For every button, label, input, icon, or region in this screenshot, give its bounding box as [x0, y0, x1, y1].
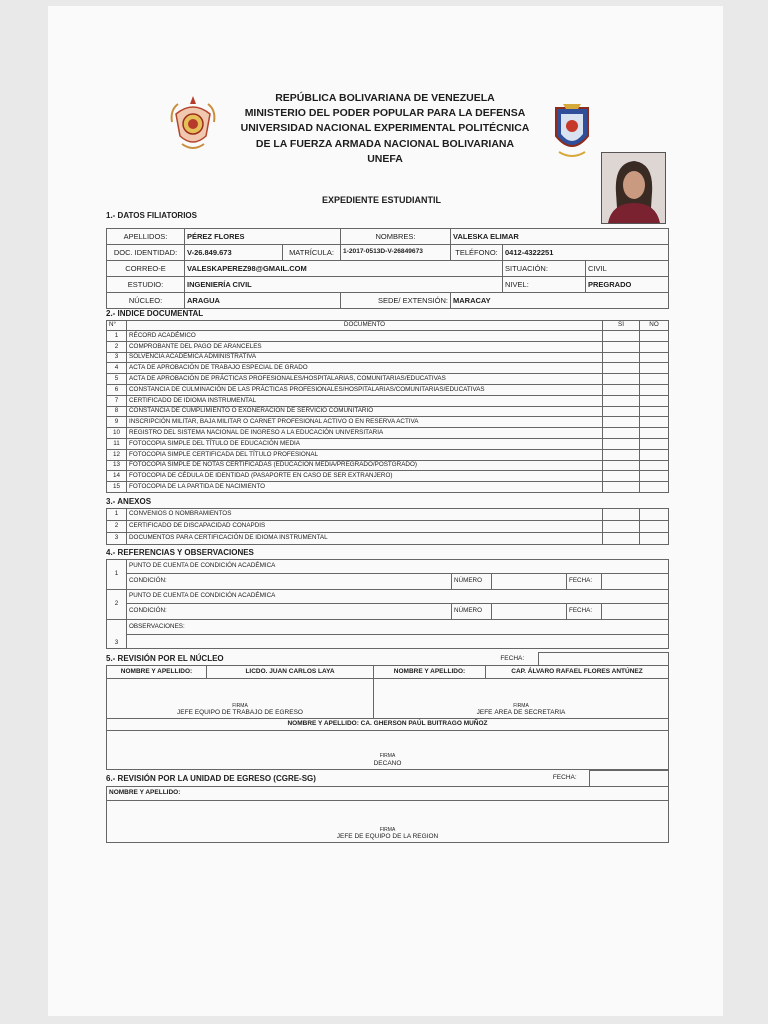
- anexo-row-si-cell[interactable]: [603, 533, 640, 545]
- doc-row-n: 9: [107, 417, 127, 428]
- ref-row-2-n: 2: [107, 590, 127, 620]
- numero-2-label: NÚMERO: [452, 604, 492, 620]
- doc-row-si-cell[interactable]: [603, 471, 640, 482]
- doc-row-n: 13: [107, 460, 127, 471]
- doc-row-label: FOTOCOPIA DE CÉDULA DE IDENTIDAD (PASAPORTE EN CASO DE SER EXTRANJERO): [127, 471, 603, 482]
- doc-row-no-cell[interactable]: [640, 428, 669, 439]
- col-documento-header: DOCUMENTO: [127, 321, 603, 331]
- doc-row-no-cell[interactable]: [640, 341, 669, 352]
- doc-row-n: 15: [107, 482, 127, 493]
- nombre-apellido-1-label: NOMBRE Y APELLIDO:: [107, 666, 207, 679]
- doc-row-n: 1: [107, 331, 127, 342]
- anexo-row-no-cell[interactable]: [640, 533, 669, 545]
- anexo-row-n: 3: [107, 533, 127, 545]
- institution-header: [230, 91, 540, 167]
- anexo-row-si-cell[interactable]: [603, 521, 640, 533]
- sede-label: SEDE/ EXTENSIÓN:: [341, 293, 451, 309]
- nucleo-label: NÚCLEO:: [107, 293, 185, 309]
- firma-1-label: FIRMA: [107, 679, 374, 709]
- matricula-label: MATRÍCULA:: [283, 245, 341, 261]
- doc-identidad-value: V-26.849.673: [185, 245, 283, 261]
- anexos-table: [106, 508, 669, 545]
- doc-row-no-cell[interactable]: [640, 417, 669, 428]
- nivel-value: PREGRADO: [586, 277, 669, 293]
- ref-row-3-n: 3: [107, 620, 127, 649]
- section-5-fecha-label: FECHA:: [500, 654, 525, 662]
- header-line-5: UNEFA: [367, 152, 403, 165]
- doc-row-si-cell[interactable]: [603, 438, 640, 449]
- situacion-label: SITUACIÓN:: [503, 261, 586, 277]
- doc-row-n: 10: [107, 428, 127, 439]
- header-line-1: REPÚBLICA BOLIVARIANA DE VENEZUELA: [275, 92, 495, 104]
- anexo-row-si-cell[interactable]: [603, 509, 640, 521]
- doc-row-label: CONSTANCIA DE CULMINACIÓN DE LAS PRÁCTICAS PROFESIONALES/HOSPITALARIAS/COMUNITARIAS/EDUCATIVAS: [127, 384, 603, 395]
- nivel-label: NIVEL:: [503, 277, 586, 293]
- firma-2-label: FIRMA: [374, 679, 669, 709]
- numero-1-field[interactable]: [492, 574, 567, 590]
- jefe-equipo-region: JEFE DE EQUIPO DE LA REGIÓN: [107, 833, 669, 843]
- doc-row-n: 7: [107, 395, 127, 406]
- doc-row-label: SOLVENCIA ACADÉMICA ADMINISTRATIVA: [127, 352, 603, 363]
- doc-row-n: 11: [107, 438, 127, 449]
- nucleo-value: ARAGUA: [185, 293, 341, 309]
- doc-row-n: 12: [107, 449, 127, 460]
- nombre-apellido-2-value: CAP. ÁLVARO RAFAEL FLORES ANTÚNEZ: [486, 666, 669, 679]
- condicion-2-label: CONDICIÓN:: [127, 604, 452, 620]
- doc-row-n: 14: [107, 471, 127, 482]
- section-4-heading: 4.- REFERENCIAS Y OBSERVACIONES: [106, 548, 254, 557]
- correo-label: CORREO-E: [107, 261, 185, 277]
- doc-row-no-cell[interactable]: [640, 438, 669, 449]
- document-title: EXPEDIENTE ESTUDIANTIL: [322, 195, 442, 205]
- university-shield-icon: [551, 100, 593, 160]
- observaciones-label: OBSERVACIONES:: [127, 620, 669, 635]
- fecha-1-label: FECHA:: [567, 574, 602, 590]
- nombre-apellido-1-value: LICDO. JUAN CARLOS LAYA: [207, 666, 374, 679]
- ref-row-1-n: 1: [107, 560, 127, 590]
- correo-value: VALESKAPEREZ98@GMAIL.COM: [185, 261, 503, 277]
- student-portrait-icon: [602, 153, 665, 223]
- estudio-value: INGENIERÍA CIVIL: [185, 277, 503, 293]
- doc-row-si-cell[interactable]: [603, 352, 640, 363]
- doc-row-n: 2: [107, 341, 127, 352]
- student-photo: [601, 152, 666, 224]
- doc-row-no-cell[interactable]: [640, 331, 669, 342]
- doc-row-si-cell[interactable]: [603, 341, 640, 352]
- doc-row-no-cell[interactable]: [640, 363, 669, 374]
- doc-row-label: RÉCORD ACADÉMICO: [127, 331, 603, 342]
- doc-row-n: 8: [107, 406, 127, 417]
- telefono-value: 0412-4322251: [503, 245, 669, 261]
- jefe-area-secretaria: JEFE ÁREA DE SECRETARÍA: [374, 709, 669, 719]
- section-6-fecha-field[interactable]: [589, 771, 668, 787]
- doc-row-n: 4: [107, 363, 127, 374]
- doc-row-si-cell[interactable]: [603, 417, 640, 428]
- referencias-table: [106, 559, 669, 649]
- nombres-label: NOMBRES:: [341, 229, 451, 245]
- section-2-heading: 2.- INDICE DOCUMENTAL: [106, 309, 204, 318]
- doc-row-no-cell[interactable]: [640, 406, 669, 417]
- anexo-row-label: CERTIFICADO DE DISCAPACIDAD CONAPDIS: [127, 521, 603, 533]
- fecha-2-field[interactable]: [602, 604, 669, 620]
- doc-row-label: COMPROBANTE DEL PAGO DE ARANCELES: [127, 341, 603, 352]
- doc-row-label: REGISTRO DEL SISTEMA NACIONAL DE INGRESO A LA EDUCACIÓN UNIVERSITARIA: [127, 428, 603, 439]
- doc-row-label: FOTOCOPIA SIMPLE DE NOTAS CERTIFICADAS (EDUCACIÓN MEDIA/PREGRADO/POSTGRADO): [127, 460, 603, 471]
- doc-row-label: FOTOCOPIA SIMPLE DEL TÍTULO DE EDUCACIÓN MEDIA: [127, 438, 603, 449]
- doc-row-n: 6: [107, 384, 127, 395]
- section-6-heading: 6.- REVISIÓN POR LA UNIDAD DE EGRESO (CGRE-SG): [106, 774, 316, 783]
- indice-documental-table: [106, 320, 669, 493]
- col-n-header: N°: [107, 321, 127, 331]
- doc-row-label: ACTA DE APROBACIÓN DE TRABAJO ESPECIAL DE GRADO: [127, 363, 603, 374]
- doc-row-n: 3: [107, 352, 127, 363]
- doc-row-no-cell[interactable]: [640, 352, 669, 363]
- numero-2-field[interactable]: [492, 604, 567, 620]
- section-6-fecha-label: FECHA:: [552, 774, 577, 782]
- anexo-row-n: 1: [107, 509, 127, 521]
- punto-cuenta-2: PUNTO DE CUENTA DE CONDICIÓN ACADÉMICA: [127, 590, 669, 604]
- doc-row-label: INSCRIPCIÓN MILITAR, BAJA MILITAR O CARNET PROFESIONAL ACTIVO O EN RESERVA ACTIVA: [127, 417, 603, 428]
- doc-row-label: FOTOCOPIA SIMPLE CERTIFICADA DEL TÍTULO PROFESIONAL: [127, 449, 603, 460]
- doc-row-label: ACTA DE APROBACIÓN DE PRÁCTICAS PROFESIONALES/HOSPITALARIAS, COMUNITARIAS/EDUCATIVAS: [127, 374, 603, 385]
- doc-row-no-cell[interactable]: [640, 482, 669, 493]
- anexo-row-label: DOCUMENTOS PARA CERTIFICACIÓN DE IDIOMA INSTRUMENTAL: [127, 533, 603, 545]
- anexo-row-label: CONVENIOS O NOMBRAMIENTOS: [127, 509, 603, 521]
- doc-row-no-cell[interactable]: [640, 449, 669, 460]
- jefe-equipo-egreso: JEFE EQUIPO DE TRABAJO DE EGRESO: [107, 709, 374, 719]
- doc-row-si-cell[interactable]: [603, 449, 640, 460]
- header-line-3: UNIVERSIDAD NACIONAL EXPERIMENTAL POLITÉCNICA: [240, 122, 530, 135]
- condicion-1-label: CONDICIÓN:: [127, 574, 452, 590]
- nombre-apellido-egreso-label: NOMBRE Y APELLIDO:: [107, 787, 669, 801]
- section-5-fecha-field[interactable]: [538, 653, 668, 666]
- anexo-row-n: 2: [107, 521, 127, 533]
- doc-row-label: FOTOCOPIA DE LA PARTIDA DE NACIMIENTO: [127, 482, 603, 493]
- decano-label: DECANO: [107, 759, 669, 770]
- doc-row-label: CONSTANCIA DE CUMPLIMIENTO O EXONERACIÓN DE SERVICIO COMUNITARIO: [127, 406, 603, 417]
- section-5-fecha-box: [487, 652, 669, 666]
- revision-nucleo-table: [106, 665, 669, 770]
- doc-row-si-cell[interactable]: [603, 482, 640, 493]
- doc-row-si-cell[interactable]: [603, 460, 640, 471]
- doc-row-label: CERTIFICADO DE IDIOMA INSTRUMENTAL: [127, 395, 603, 406]
- doc-row-no-cell[interactable]: [640, 374, 669, 385]
- datos-filiatorios-table: [106, 228, 669, 309]
- doc-row-no-cell[interactable]: [640, 395, 669, 406]
- doc-identidad-label: DOC. IDENTIDAD:: [107, 245, 185, 261]
- section-3-heading: 3.- ANEXOS: [106, 497, 152, 506]
- doc-row-si-cell[interactable]: [603, 374, 640, 385]
- doc-row-si-cell[interactable]: [603, 331, 640, 342]
- numero-1-label: NÚMERO: [452, 574, 492, 590]
- sede-value: MARACAY: [451, 293, 669, 309]
- nombre-apellido-decano: NOMBRE Y APELLIDO: CA. GHERSON PAÚL BUITRAGO MUÑOZ: [107, 719, 669, 731]
- estudio-label: ESTUDIO:: [107, 277, 185, 293]
- doc-row-no-cell[interactable]: [640, 460, 669, 471]
- doc-row-n: 5: [107, 374, 127, 385]
- col-no-header: NO: [640, 321, 669, 331]
- firma-egreso-label: FIRMA: [107, 801, 669, 833]
- section-5-heading: 5.- REVISIÓN POR EL NÚCLEO: [106, 654, 224, 663]
- armed-forces-crest-icon: [168, 92, 218, 154]
- nombres-value: VALESKA ELIMAR: [451, 229, 669, 245]
- fecha-1-field[interactable]: [602, 574, 669, 590]
- doc-row-no-cell[interactable]: [640, 471, 669, 482]
- revision-egreso-table: [106, 786, 669, 843]
- firma-decano-label: FIRMA: [107, 731, 669, 759]
- observaciones-field[interactable]: [127, 635, 669, 649]
- anexo-row-no-cell[interactable]: [640, 521, 669, 533]
- doc-row-si-cell[interactable]: [603, 384, 640, 395]
- section-6-fecha-box: [541, 770, 669, 787]
- nombre-apellido-2-label: NOMBRE Y APELLIDO:: [374, 666, 486, 679]
- section-1-heading: 1.- DATOS FILIATORIOS: [106, 211, 197, 220]
- matricula-value: 1-2017-0513D-V-26849673: [341, 245, 451, 261]
- punto-cuenta-1: PUNTO DE CUENTA DE CONDICIÓN ACADÉMICA: [127, 560, 669, 574]
- anexo-row-no-cell[interactable]: [640, 509, 669, 521]
- doc-row-no-cell[interactable]: [640, 384, 669, 395]
- telefono-label: TELÉFONO:: [451, 245, 503, 261]
- doc-row-si-cell[interactable]: [603, 406, 640, 417]
- doc-row-si-cell[interactable]: [603, 428, 640, 439]
- fecha-2-label: FECHA:: [567, 604, 602, 620]
- doc-row-si-cell[interactable]: [603, 363, 640, 374]
- header-line-2: MINISTERIO DEL PODER POPULAR PARA LA DEFENSA: [244, 107, 526, 120]
- apellidos-label: APELLIDOS:: [107, 229, 185, 245]
- header-line-4: DE LA FUERZA ARMADA NACIONAL BOLIVARIANA: [255, 137, 515, 150]
- apellidos-value: PÉREZ FLORES: [185, 229, 341, 245]
- col-si-header: SÍ: [603, 321, 640, 331]
- doc-row-si-cell[interactable]: [603, 395, 640, 406]
- situacion-value: CIVIL: [586, 261, 669, 277]
